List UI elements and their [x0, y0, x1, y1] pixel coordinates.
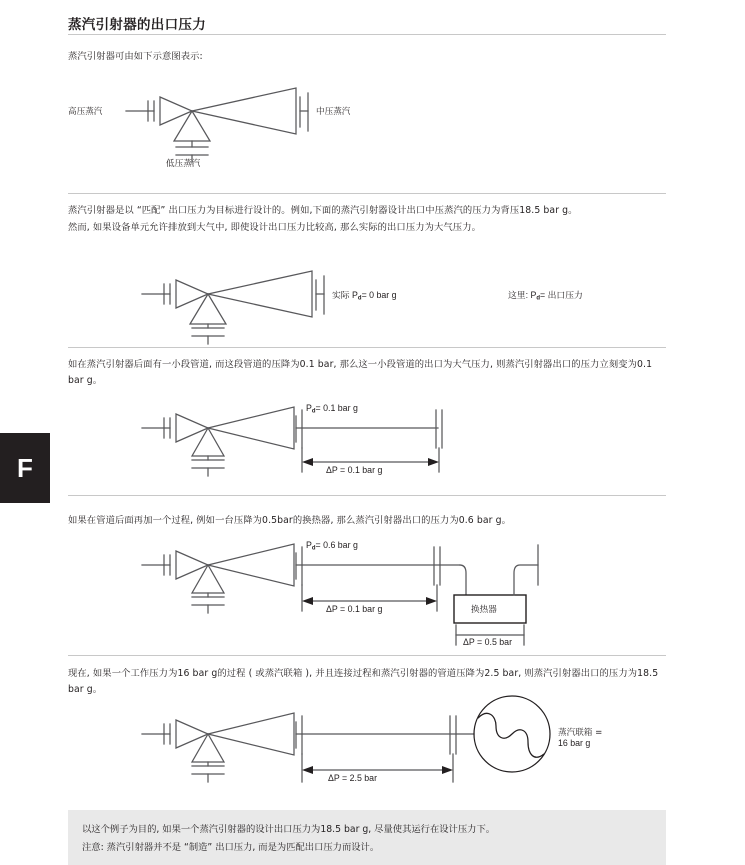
- paragraph-atmospheric: 然而, 如果设备单元允许排放到大气中, 即使设计出口压力比较高, 那么实际的出口压力为大气压力。: [68, 222, 482, 233]
- legend-discharge-pressure: 这里: $P_d=$ 出口压力: [508, 290, 583, 302]
- label-main-pressure-drop: ΔP = 2.5 bar: [328, 773, 377, 783]
- paragraph-heat-exchanger: 如果在管道后面再加一个过程, 例如一台压降为0.5bar的换热器, 那么蒸汽引射器出口的压力为0.6 bar g。: [68, 515, 512, 526]
- page-title: 蒸汽引射器的出口压力: [68, 17, 206, 33]
- note-line-1: 以这个例子为目的, 如果一个蒸汽引射器的设计出口压力为18.5 bar g, 尽量使其运行在设计压力下。: [82, 824, 496, 835]
- diagram1-svg: [68, 75, 666, 180]
- paragraph-design-match: 蒸汽引射器是以 “匹配” 出口压力为目标进行设计的。例如,下面的蒸汽引射器设计出口中压蒸汽的压力为背压18.5 bar g。: [68, 205, 578, 216]
- label-steam-main-line1: 蒸汽联箱 =: [558, 728, 603, 738]
- divider-4: [68, 655, 666, 656]
- label-medium-pressure-steam: 中压蒸汽: [316, 107, 351, 117]
- label-low-pressure-steam: 低压蒸汽: [166, 159, 201, 169]
- label-pipe-pressure-drop: ΔP = 0.1 bar g: [326, 465, 383, 475]
- diagram3-svg: [68, 400, 666, 490]
- label-actual-discharge-pressure: 实际 $P_d= 0$ bar g: [332, 290, 397, 302]
- summary-note-box: [68, 810, 666, 865]
- intro-paragraph: 蒸汽引射器可由如下示意图表示:: [68, 51, 203, 62]
- label-heat-exchanger: 换热器: [471, 605, 497, 615]
- divider-2: [68, 347, 666, 348]
- diagram-ejector-heat-exchanger: [68, 533, 666, 653]
- paragraph-short-pipe: 如在蒸汽引射器后面有一小段管道, 而这段管道的压降为0.1 bar, 那么这一小段管道的出口为大气压力, 则蒸汽引射器出口的压力立刻变为0.1 bar g。: [68, 359, 653, 387]
- section-tab-marker: [0, 433, 50, 503]
- label-pipe-pressure-drop-2: ΔP = 0.1 bar g: [326, 604, 383, 614]
- divider-3: [68, 495, 666, 496]
- diagram-ejector-schematic: [68, 75, 666, 180]
- diagram-ejector-short-pipe: [68, 400, 666, 490]
- divider-top: [68, 34, 666, 35]
- diagram-ejector-atmospheric: [68, 258, 666, 328]
- diagram4-svg: [68, 533, 666, 653]
- section-tab-letter: F: [17, 453, 33, 483]
- paragraph-steam-main: 现在, 如果一个工作压力为16 bar g的过程 ( 或蒸汽联箱 ), 并且连接过程和蒸汽引射器的管道压降为2.5 bar, 则蒸汽引射器出口的压力为18.5 bar g。: [68, 668, 659, 696]
- divider-1: [68, 193, 666, 194]
- label-exchanger-pressure-drop: ΔP = 0.5 bar: [463, 637, 512, 647]
- page-header: [68, 3, 666, 33]
- label-discharge-pressure-01: $P_d= 0.1$ bar g: [306, 403, 358, 415]
- label-high-pressure-steam: 高压蒸汽: [68, 107, 103, 117]
- label-discharge-pressure-06: $P_d= 0.6$ bar g: [306, 540, 358, 552]
- note-line-2: 注意: 蒸汽引射器并不是 “制造” 出口压力, 而是为匹配出口压力而设计。: [82, 842, 380, 854]
- diagram-ejector-steam-main: [68, 692, 666, 797]
- label-steam-main-line2: 16 bar g: [558, 738, 591, 748]
